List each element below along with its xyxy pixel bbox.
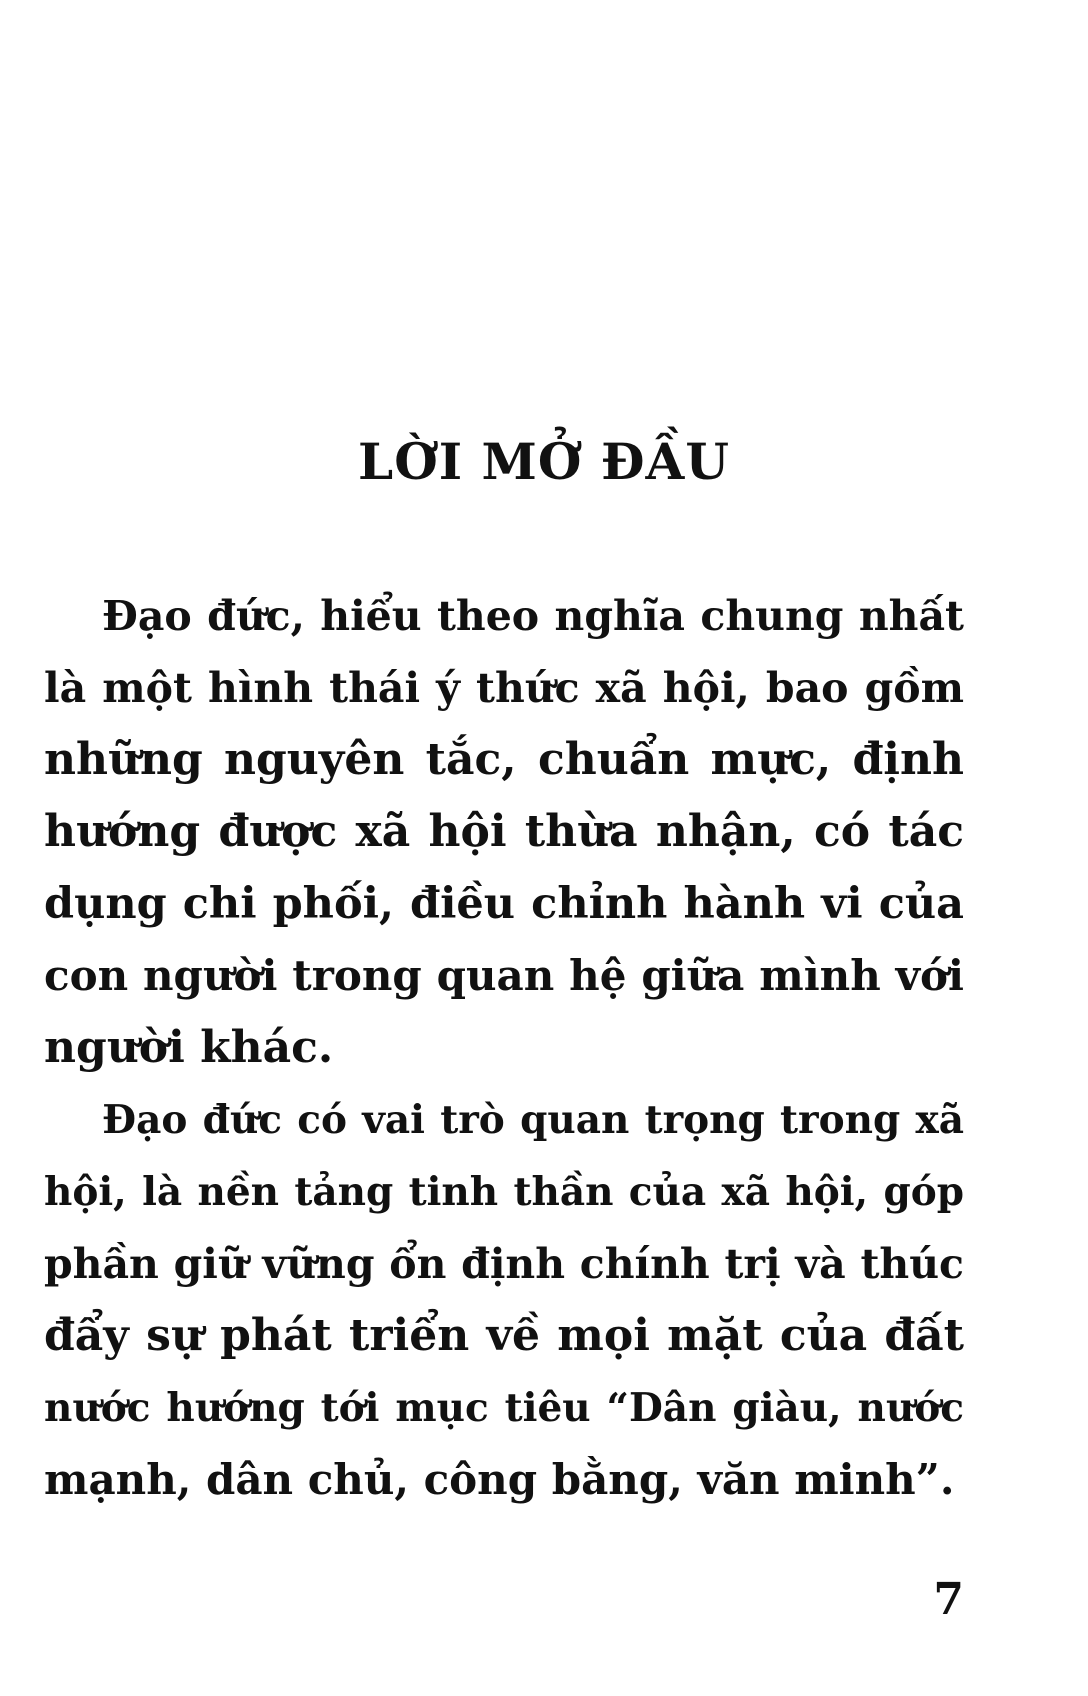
page-title: LỜI MỞ ĐẦU bbox=[358, 432, 730, 491]
paragraph-1-line-3: những nguyên tắc, chuẩn mực, định bbox=[44, 734, 964, 785]
paragraph-1-line-1: Đạo đức, hiểu theo nghĩa chung nhất bbox=[102, 592, 964, 640]
paragraph-2-line-1: Đạo đức có vai trò quan trọng trong xã bbox=[102, 1097, 964, 1143]
page-number: 7 bbox=[933, 1574, 964, 1625]
paragraph-2-line-3: phần giữ vững ổn định chính trị và thúc bbox=[44, 1240, 964, 1288]
paragraph-2-line-2: hội, là nền tảng tinh thần của xã hội, góp bbox=[44, 1169, 964, 1215]
paragraph-1-line-6: con người trong quan hệ giữa mình với bbox=[44, 951, 964, 1000]
paragraph-1-line-7: người khác. bbox=[44, 1022, 334, 1073]
paragraph-1-line-4: hướng được xã hội thừa nhận, có tác bbox=[44, 806, 964, 857]
paragraph-1-line-5: dụng chi phối, điều chỉnh hành vi của bbox=[44, 879, 964, 929]
paragraph-2-line-4: đẩy sự phát triển về mọi mặt của đất bbox=[44, 1310, 964, 1361]
paragraph-1-line-2: là một hình thái ý thức xã hội, bao gồm bbox=[44, 664, 964, 712]
paragraph-2-line-5: nước hướng tới mục tiêu “Dân giàu, nước bbox=[44, 1385, 964, 1431]
paragraph-2-line-6: mạnh, dân chủ, công bằng, văn minh”. bbox=[44, 1455, 955, 1504]
